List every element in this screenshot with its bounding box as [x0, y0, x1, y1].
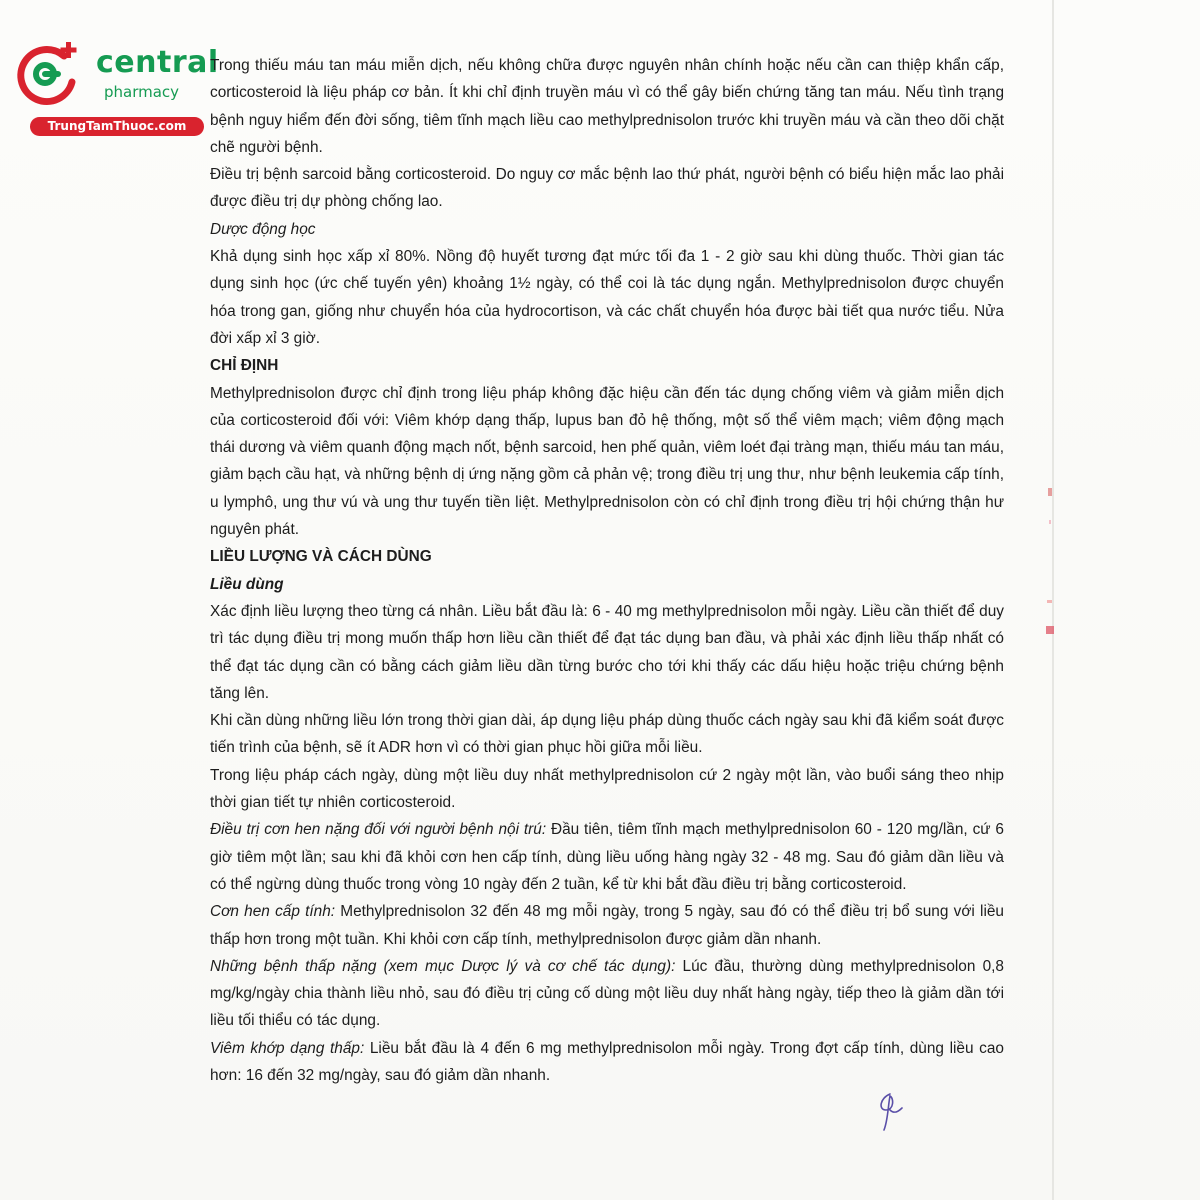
- pharmacy-cross-icon: [12, 38, 82, 108]
- ra-text: Liều bắt đầu là 4 đến 6 mg methylprednisolon mỗi ngày. Trong đợt cấp tính, dùng liều cao hơn: 16 đến 32 mg/ngày, sau đó giảm dần nhanh.: [210, 1039, 1004, 1084]
- paragraph-acute-asthma: [210, 898, 1004, 953]
- rheumatic-lead: Những bệnh thấp nặng (xem mục Dược lý và cơ chế tác dụng):: [210, 957, 676, 975]
- paragraph-hemolytic-anemia: Trong thiếu máu tan máu miễn dịch, nếu không chữa được nguyên nhân chính hoặc nếu cần can thiệp khẩn cấp, corticosteroid là liệu pháp cơ bản. Ít khi chỉ định truyền máu vì có thể gây biến chứng tăng tan máu. Nếu tình trạng bệnh nguy hiểm đến đời sống, tiêm tĩnh mạch liều cao methylprednisolon trước khi truyền máu và cần theo dõi chặt chẽ người bệnh.: [210, 57, 1004, 156]
- indication-heading: CHỈ ĐỊNH: [210, 357, 279, 375]
- severe-asthma-lead: Điều trị cơn hen nặng đối với người bệnh nội trú:: [210, 821, 547, 839]
- paragraph-dose-3: Trong liệu pháp cách ngày, dùng một liều duy nhất methylprednisolon cứ 2 ngày một lần, vào buổi sáng theo nhịp thời gian tiết tự nhiên corticosteroid.: [210, 766, 1004, 812]
- logo-wordmark: central: [96, 45, 219, 80]
- paragraph-sarcoid: Điều trị bệnh sarcoid bằng corticosteroid. Do nguy cơ mắc bệnh lao thứ phát, người bệnh có biểu hiện mắc lao phải được điều trị dự phòng chống lao.: [210, 166, 1004, 211]
- central-pharmacy-logo[interactable]: [12, 38, 217, 138]
- severe-asthma-text: Đầu tiên, tiêm tĩnh mạch methylprednisolon 60 - 120 mg/lần, cứ 6 giờ tiêm một lần; sau khi đã khỏi cơn hen cấp tính, dùng liều uống hàng ngày 32 - 48 mg. Sau đó giảm dần liều và có thể ngừng dùng thuốc trong vòng 10 ngày đến 2 tuần, kể từ khi bắt đầu điều trị bằng corticosteroid.: [210, 821, 1004, 893]
- paragraph-dose-2: Khi cần dùng những liều lớn trong thời gian dài, áp dụng liệu pháp dùng thuốc cách ngày sau khi đã kiểm soát được tiến trình của bệnh, sẽ ít ADR hơn vì có thời gian phục hồi giữa mỗi liều.: [210, 712, 1004, 757]
- acute-asthma-lead: Cơn hen cấp tính:: [210, 903, 336, 921]
- paragraph-rheumatoid-arthritis: [210, 1035, 1004, 1090]
- paragraph-pharmacokinetics: Khả dụng sinh học xấp xỉ 80%. Nồng độ huyết tương đạt mức tối đa 1 - 2 giờ sau khi dùng thuốc. Thời gian tác dụng sinh học (ức chế tuyến yên) khoảng 1½ ngày, có thể coi là tác dụng ngắn. Methylprednisolon được chuyển hóa trong gan, giống như chuyển hóa của hydrocortison, và các chất chuyển hóa được bài tiết qua nước tiểu. Nửa đời xấp xỉ 3 giờ.: [210, 248, 1004, 347]
- document-body: [210, 52, 1004, 1089]
- dosage-heading: LIỀU LƯỢNG VÀ CÁCH DÙNG: [210, 548, 432, 566]
- logo-website-badge[interactable]: TrungTamThuoc.com: [30, 117, 204, 136]
- paragraph-indication: Methylprednisolon được chỉ định trong liệu pháp không đặc hiệu cần đến tác dụng chống viêm và giảm miễn dịch của corticosteroid đối với: Viêm khớp dạng thấp, lupus ban đỏ hệ thống, một số thể viêm mạch; viêm động mạch thái dương và viêm quanh động mạch nốt, bệnh sarcoid, hen phế quản, viêm loét đại tràng mạn, thiếu máu tan máu, giảm bạch cầu hạt, và những bệnh dị ứng nặng gồm cả phản vệ; trong điều trị ung thư, như bệnh leukemia cấp tính, u lymphô, ung thư vú và ung thư tuyến tiền liệt. Methylprednisolon còn có chỉ định trong điều trị hội chứng thận hư nguyên phát.: [210, 384, 1004, 539]
- dose-subheading: Liều dùng: [210, 575, 284, 593]
- signature-mark: [870, 1088, 906, 1134]
- pharmacokinetics-heading: Dược động học: [210, 220, 316, 238]
- paragraph-dose-1: Xác định liều lượng theo từng cá nhân. Liều bắt đầu là: 6 - 40 mg methylprednisolon mỗi ngày. Liều cần thiết để duy trì tác dụng điều trị mong muốn thấp hơn liều cần thiết để đạt tác dụng ban đầu, và phải xác định liều thấp nhất có thể đạt tác dụng cần có bằng cách giảm liều dần từng bước cho tới khi thấy các dấu hiệu hoặc triệu chứng bệnh tăng lên.: [210, 602, 1004, 702]
- margin-stamp-marks: [1040, 480, 1060, 680]
- rheumatic-text: Lúc đầu, thường dùng methylprednisolon 0,8 mg/kg/ngày chia thành liều nhỏ, sau đó điều trị củng cố dùng một liều duy nhất hàng ngày, tiếp theo là giảm dần tới liều tối thiểu có tác dụng.: [210, 957, 1004, 1030]
- acute-asthma-text: Methylprednisolon 32 đến 48 mg mỗi ngày, trong 5 ngày, sau đó có thể điều trị bổ sung với liều thấp hơn trong một tuần. Khi khỏi cơn cấp tính, methylprednisolon được giảm dần nhanh.: [210, 903, 1004, 948]
- paragraph-severe-asthma: [210, 816, 1004, 898]
- paragraph-rheumatic: [210, 953, 1004, 1035]
- ra-lead: Viêm khớp dạng thấp:: [210, 1039, 365, 1057]
- logo-subtitle: pharmacy: [104, 83, 180, 101]
